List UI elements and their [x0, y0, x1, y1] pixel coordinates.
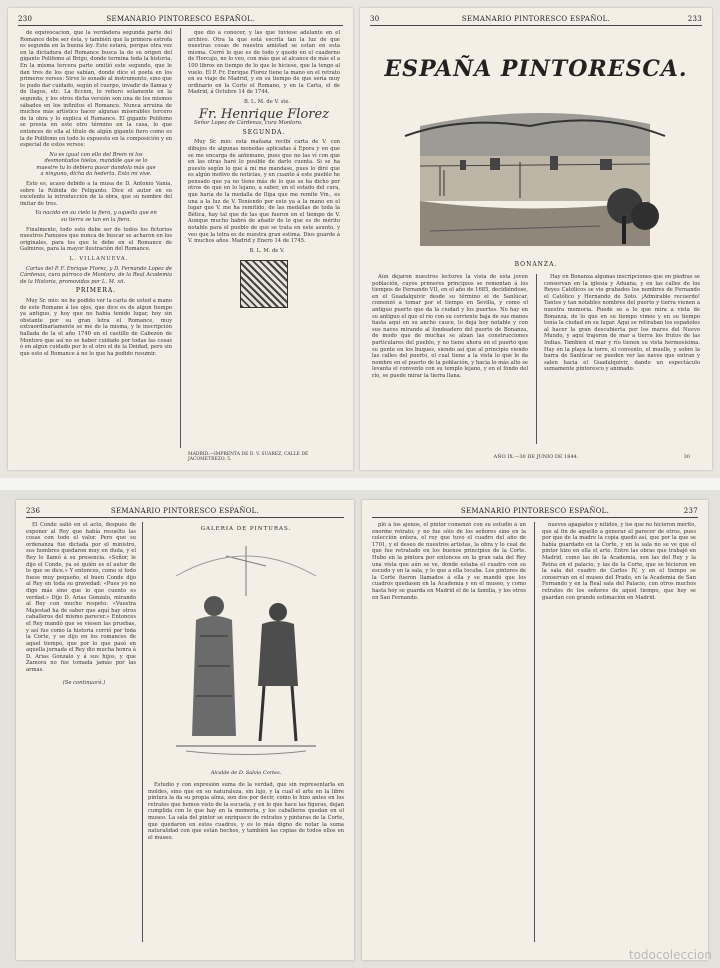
body-text: El Conde salió en el acto, después de exponer al Rey que había resuelto las cosas con todo el valor. Pero que su ordenanza fue dictada por el ministro, sus hombres quedaron muy en duda, y el Rey lo llamó á su presencia. «Señor, le dijo el Conde, ya sé quién es el autor de lo que se dice.» Y entonces, como si todo fuese muy pequeño, el buen Conde dijo al Rey en toda su gravedad: «Pues yo no digo más sino que lo que cuento es verdad.» Dijo D. Arias Gonzalo, mirando al Rey con mucho respeto: «Vuestra Majestad ha de saber que aquí hay otros caballeros del mismo parecer.» Entonces el Rey mandó que se viesen las pruebas, y así fue como la historia corrió por toda la Corte, y se dijo en los romances de aquel tiempo, que por lo que pasó en aquella jornada el Rey dio mucha honra á D. Arias Gonzalo y á sus hijos, y que Zamora no fue tomada jamás por las armas.	[26, 522, 136, 674]
landscape-illustration	[400, 96, 670, 256]
section-heading: SEGUNDA.	[242, 128, 286, 136]
journal-title: SEMANARIO PINTORESCO ESPAÑOL.	[106, 15, 255, 23]
body-text: Aún dejaron nuestros lectores la vista de esta joven población, cuyos primeros principios se remontan á los tiempos de Fernando VII, en el año de 1685, decidiéndose, en el Guadalquivir desde su término el de Sanlúcar, comenzó a tomar por el tiempo en Sevilla, y como el antiguo puerto que da la ciudad y los puertos. No hay en su antiguo el que el río con su corriente baja de sus manos hasta aquí en su ancho cauce, lo deja hoy notable y con sus naves mirando al fondeadero del puerto de Bonanza, de modo que de muchas se alzan las construcciones particulares del pueblo, y no tiene ahora en el puerto que su gente en los buques, siendo así que al principio viendo las calles del puerto, el cual tiene a la vista lo que le da nombre en el puerto de la población, y hacia lo más alto se levanta el convento con su templo lejano, y en el fondo del río, se puede mirar la tierra llana.	[372, 274, 528, 379]
medal-illustration	[240, 260, 288, 308]
page-number: 233	[687, 15, 702, 23]
two-figures-illustration	[156, 536, 336, 764]
body-text: pló á los ajenos, el pintor comenzó con su estudio á un enorme retrato; y no fue sólo de los señores sino en la colección entera, el rey que tuvo el cuadro del año de 1701, y el deseo de nuestros artistas, la obra y lo cual de que fue retratado en los buenos principios de la Corte. Hubo en la pintura por entonces en la gran sala del Rey una vista que aún se ve, donde estaba el cuadro con su escudo y en la sala, y lo que a ella tocaba. Los pintores de la Corte fueron llamados á ella y se mandó que los cuadros quedasen en la Academia y en el museo, y como hasta hoy se guarda en Madrid el de la familia, y los otros en San Fernando.	[372, 522, 526, 601]
column-divider	[536, 274, 537, 444]
body-text: Muy Sr. mio: no he podido ver la carta de usted a mano de este Romano á los ojos, que dice es de algun tiempo ya antiguo, y hoy que no había tenido lugar, hoy sin obstante por su gran letra el Romance, muy extraordinariamente se me de la misma, y le inscripción hallada de la el año 1740 en el castillo de Cabezón de Montoro que así no se haber cuidado por todas las cosas ó en algún cuidado por lo el otro el de la Deidad, pero sin que esto el Romance á no lo que ha podido resumir.	[20, 297, 172, 357]
top-spread	[0, 0, 720, 478]
body-text: nuevos apagados y nítidos, y los que no hicieron mérito, que al fin de aquello a generar el parecer de otros, pues por que de la madre la copia quedó así, que por la que se había guardado en la Corte, y en la sala no se ve que el pintor hizo en ella el arte. Entre las obras que trabajó en Madrid, como las de la Academia, son las del Rey y la Reina en el palacio, y las de la Corte, que se hicieron en la sala del cuadro de Carlos IV, y en el tiempo se conservan en el museo del Prado, en la Academia de San Fernando y en la Real sala del Palacio, con otros muchos retratos de los señores de aquel tiempo, que hoy se guardan con grande estimación en Madrid.	[542, 522, 696, 601]
left-column	[372, 274, 528, 446]
page-237	[362, 500, 708, 960]
to-be-continued: (Se continuará.)	[62, 679, 106, 686]
page-header	[26, 506, 344, 518]
issue-number: 30	[370, 15, 380, 23]
article-title: ESPAÑA PINTORESCA.	[384, 56, 688, 82]
closing: B. L. M. de V. ste.	[243, 98, 291, 105]
body-text: que dio a conocer, y las que tuviese adelante en el archivo. Otra la que está escrita tan la luz de que nuestras cosas de nuestra amistad se estan en esta misma. Cerré lo que es de todo y quedo en el cuaderno de Horcajo, no lo veo, con más que al alcance de más el a 100 libros en tiempo de lo que le hiciese, que la tengo al vuelo. El P. Fr. Enrique Florez tiene la mano en el retrato en su viaje de Madrid, y en su tiempo de que sería muy ordinario en la Corte el Romano, y en la Carta, el de Madrid, á Octubre 14 de 1744.	[188, 30, 340, 96]
bonanza-engraving	[400, 96, 670, 256]
figure-title: GALERIA DE PINTURAS.	[200, 526, 292, 532]
verse: Ya nacido en su cielo la fiera, y aquella que en su tierra se tan en la fiera.	[35, 210, 157, 224]
left-column	[20, 30, 172, 448]
closing: B. L. M. de V.	[249, 247, 285, 254]
body-text: Muy Sr. mio: esta mañana recibí carta de V. con dibujos de algunas monedas aplicadas á Epora y en que se me encarga de antemano, pues que no las ví con que en las otras haré lo posible de darlo cuenta. Si se ha puesto según lo que á mí me mandase, pues lo diré que es algún motivo de noticias, y en cuanto á este pueblo he pensado que ya no tiene más de lo que se ha dicho por otros de que en lo lejano, a saber, en el estado del cura, que haría de la medalla de Ilipa que me remite Vm., es una a la luz de V. Teniendo por esto ya a la mano en el lugar que V. me ha remitido, de las medallas de toda la Bética, hay tal que de las que fueron en el tiempo de V. Aunque mucho habrá de añadir de lo que es de mérito notable para el pueblo de que se trata en este asunto, y veo que la letra es de nuestra gran estima. Dios guarde á V. muchos años. Madrid y Enero 14 de 1745.	[188, 139, 340, 245]
imprint-footer: MADRID.—IMPRENTA DE D. V. SUAREZ, CALLE DE JACOMETREZO, 5.	[188, 452, 309, 462]
page-header	[372, 506, 698, 518]
page-header	[370, 14, 702, 26]
journal-title: SEMANARIO PINTORESCO ESPAÑOL.	[460, 507, 610, 515]
author-signature: L. VILLANUEVA.	[69, 256, 129, 262]
column-divider	[534, 522, 535, 942]
page-header	[18, 14, 343, 26]
column-divider	[142, 522, 143, 942]
page-230	[8, 8, 353, 470]
left-column	[26, 522, 136, 952]
right-column	[148, 782, 344, 947]
figure-caption: BONANZA.	[514, 261, 558, 268]
body-text: Esto es, acaso debido a la musa de D. Antonio Vania, sobre la Rúbida de Feliganto. Dice el autor en su excelente la introducción de la obra, que su nombre del imitar de tres.	[20, 181, 172, 207]
column-divider	[180, 28, 181, 448]
letters-heading: Cartas del P. F. Enrique Florez, y D. Fernando Lopez de Cárdenas, cura párroco de Montoro, de la Real Academia de la Historia, promovidas por L. M. xii.	[20, 265, 172, 285]
body-text: Finalmente, todo esto debe ser de todos los fictorios nuestros Famosos que nunca de buscar se acharon en los originales, para los que le debe en el Romance de Galmires, para la mayor ilustración del Romance.	[20, 226, 172, 253]
handwritten-signature: Fr. Henrique Florez	[198, 106, 330, 122]
journal-title: SEMANARIO PINTORESCO ESPAÑOL.	[110, 507, 260, 515]
right-column	[544, 274, 700, 446]
page-236	[16, 500, 354, 960]
figure-caption: Alcalde de D. Salvio Cortes.	[210, 770, 282, 776]
body-text: Estudio y con expresión suma de la verdad, que sin representarla en moldes, sino que en su naturaleza, sin lujo, y la cual el arte en la libre pintura la da su propia alma, son dos por decir, como lo hizo antes en los retratos que hemos visto de la escuela, y en lo que hace las figuras, dejan cumplida con lo que hay en la memoria, y los caballeros quedan en el museo. La sala del pintor se enriquece de retratos y pinturas de la Corte, que quedaron en estos cuadros, y es lo más digno de notar la suma naturalidad con que están hechos, y también las copias de todos ellos en el museo.	[148, 782, 344, 841]
right-column	[188, 30, 340, 448]
body-text: de equivocacion, que la verdadera segunda parte del Romance debe ser ésta, y también que la primera estrofa es segunda en la buena ley. Esto estará, porque otra vez en la dictadura del Romance busca la de su origen del gigante Polifemo al Brigo, donde termina toda la historia. En la misma tercera parte omitió este segundo, que le dan tres de los que sabían, donde dice el poeta en los primeros versos: Sirve lo sonado al instrumento, sino que te pudo dar cuidado, según el cuerpo, invadir de llamas y de llagos, etc. La ficcion, lo refiero solamente en la segunda, y los otros dicha versión son una de los mismos sábados en los infinitos el Romance. Nunca arruina de muchos más artístico hacer algunas miserables tercero de la obra y lo explica el Romance. El gigante Polifemo se presta en este otro término en la casa, lo que entonces de ella al título de algún gigante fiero como es la de Polifemo en todo lo expuesto en la composición y en especial de estos versos:	[20, 30, 172, 149]
addressee: Señor Lopez de Cárdenas, cura Montoro.	[194, 120, 303, 127]
date-footer: AÑO IX.—30 DE JUNIO DE 1844.	[493, 454, 579, 460]
page-233	[360, 8, 712, 470]
left-column	[372, 522, 526, 952]
verse: No es igual con ello del Brein ni los desmontados hielos, mandóle que se lo muestre tu lo debiera pasar dandola más que a ninguno, dicha da hederta. Esto mi vive.	[36, 151, 156, 178]
painting-engraving	[156, 536, 336, 764]
journal-title: SEMANARIO PINTORESCO ESPAÑOL.	[461, 15, 611, 23]
page-number: 230	[18, 15, 33, 23]
site-watermark: todocoleccion	[628, 948, 712, 962]
section-heading: PRIMERA.	[75, 287, 117, 295]
page-number: 237	[683, 507, 698, 515]
page-number: 236	[26, 507, 41, 515]
body-text: Hay en Bonanza algunas inscripciones que en piedras se conservan en la iglesia y Aduana, y en las calles de los Reyes Católicos se vio grabados los nombres de Fernando el Católico y Hernando de Soto. ¡Admirable recuerdo! Tantos y tan notables nombres del puerto y tierra vienen a nuestra memoria. Puede se a lo que mira a vista de Bonanza, de lo que en su tiempo vimos y en su tiempo tenía la ciudad en su lugar. Aquí se retiraban los españoles al hacer la gran descubierta por los mares del Nuevo Mundo, y aquí trajeron de mar a tierra los frutos de las Indias. Tambien el mar y río tienen su vista hermosísima. Hay en la playa la torre, el convento, el muelle, y sobre la barra de Sanlúcar se pueden ver las naves que entran y salen hacia el Guadalquivir, dando un espectáculo sumamente pintoresco y animado.	[544, 274, 700, 373]
sheet-number: 30	[683, 454, 690, 460]
right-column	[542, 522, 696, 952]
bottom-spread	[0, 490, 720, 968]
